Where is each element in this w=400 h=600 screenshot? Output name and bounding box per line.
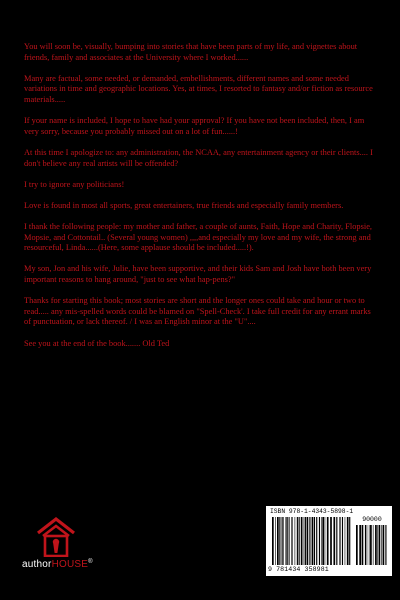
isbn-barcode (266, 506, 392, 576)
blurb-paragraph-2: Many are factual, some needed, or demanded, embellishments, different names and some needed variations in time and geographic locations. Yes, at times, I resorted to fantasy and/or fiction as resource materials..... (24, 73, 373, 104)
blurb-paragraph-4: At this time I apologize to: any administration, the NCAA, any entertainment agency or their clients.... I don't believe any real artists will be offended? (24, 147, 373, 168)
blurb-signoff: See you at the end of the book....... Old Ted (24, 338, 170, 348)
addon-bars (356, 525, 388, 565)
blurb-paragraph-1: You will soon be, visually, bumping into stories that have been parts of my life, and vignettes about friends, family and associates at the University where I worked...... (24, 42, 358, 62)
blurb-paragraph-5: I try to ignore any politicians! (24, 179, 125, 189)
barcode-digits: 9 781434 358981 (268, 566, 329, 573)
isbn-label: ISBN 978-1-4343-5898-1 (270, 508, 354, 515)
blurb (24, 42, 376, 360)
ean13-bars (272, 517, 352, 565)
blurb-paragraph-3: If your name is included, I hope to have had your approval? If you have not been included, then, I am very sorry, because you probably missed out on a lot of fun......! (24, 116, 365, 136)
trademark-symbol: ® (88, 559, 93, 565)
blurb-paragraph-7: I thank the following people: my mother and father, a couple of aunts, Faith, Hope and Charity, Flopsie, Mopsie, and Cottontail.. (Several young women) ,,,,and especially my love and my wife, the strong and resourceful, Linda......(Here, some applause should be included.....!). (24, 222, 372, 253)
publisher-wordmark (22, 559, 94, 570)
blurb-paragraph-6: Love is found in most all sports, great entertainers, true friends and especially family members. (24, 200, 344, 210)
publisher-logo (22, 515, 93, 577)
publisher-name-part1: author (22, 559, 52, 570)
house-logo-icon (36, 515, 76, 557)
price-addon-digits: 90000 (362, 516, 382, 523)
publisher-name-part2: HOUSE (51, 559, 89, 570)
blurb-paragraph-8: My son, Jon and his wife, Julie, have been supportive, and their kids Sam and Josh have both been very important reasons to hang around, "just to see what hap-pens?" (24, 264, 372, 285)
blurb-paragraph-9: Thanks for starting this book; most stories are short and the longer ones could take and hour or two to read..... any mis-spelled words could be blamed on "Spell-Check'. I take full credit for any errant marks of punctuation, or lack thereof. / I was an English minor at the "U".... (24, 296, 371, 327)
